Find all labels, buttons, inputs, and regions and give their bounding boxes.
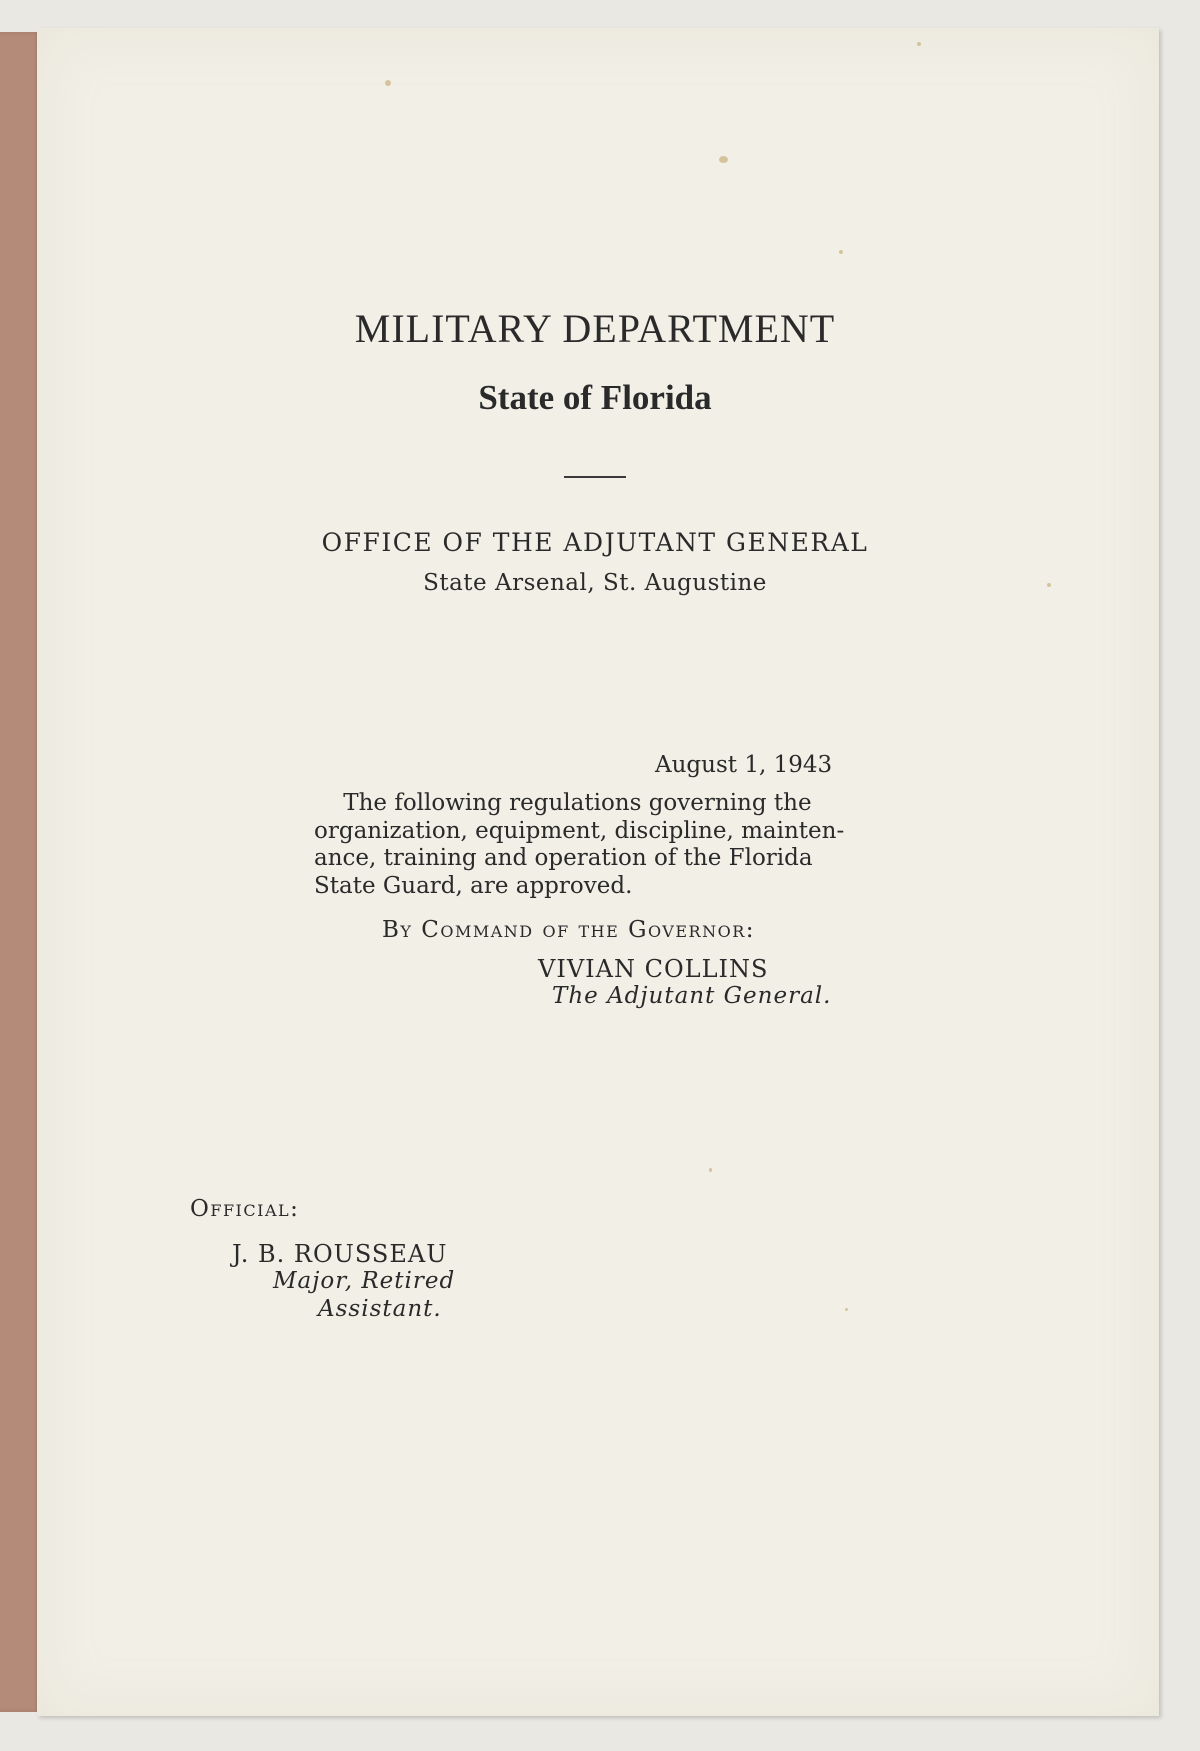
official-role: Assistant.	[318, 1296, 442, 1322]
order-body-line: State Guard, are approved.	[314, 872, 633, 899]
office-location: State Arsenal, St. Augustine	[423, 570, 767, 596]
divider-rule	[564, 476, 626, 478]
paper-speck	[709, 1168, 712, 1172]
office-name: OFFICE OF THE ADJUTANT GENERAL	[321, 528, 869, 557]
order-body-line: The following regulations governing the	[314, 790, 812, 816]
by-command-line: By Command of the Governor:	[382, 917, 755, 943]
signer-name: VIVIAN COLLINS	[538, 955, 769, 983]
order-body-line: ance, training and operation of the Florida	[314, 845, 813, 871]
book-spine	[0, 32, 40, 1712]
order-body	[314, 790, 874, 900]
document-title: MILITARY DEPARTMENT	[354, 306, 836, 351]
paper-speck	[719, 156, 728, 163]
signer-title: The Adjutant General.	[552, 983, 832, 1009]
official-name: J. B. ROUSSEAU	[232, 1240, 448, 1268]
paper-speck	[845, 1308, 848, 1311]
paper-speck	[385, 80, 391, 86]
paper-speck	[917, 42, 921, 46]
document-subtitle: State of Florida	[478, 378, 712, 417]
official-rank: Major, Retired	[273, 1268, 456, 1294]
paper-speck	[839, 250, 843, 254]
order-date: August 1, 1943	[655, 752, 833, 778]
official-label: Official:	[190, 1196, 300, 1222]
order-body-line: organization, equipment, discipline, mainten-	[314, 817, 845, 844]
